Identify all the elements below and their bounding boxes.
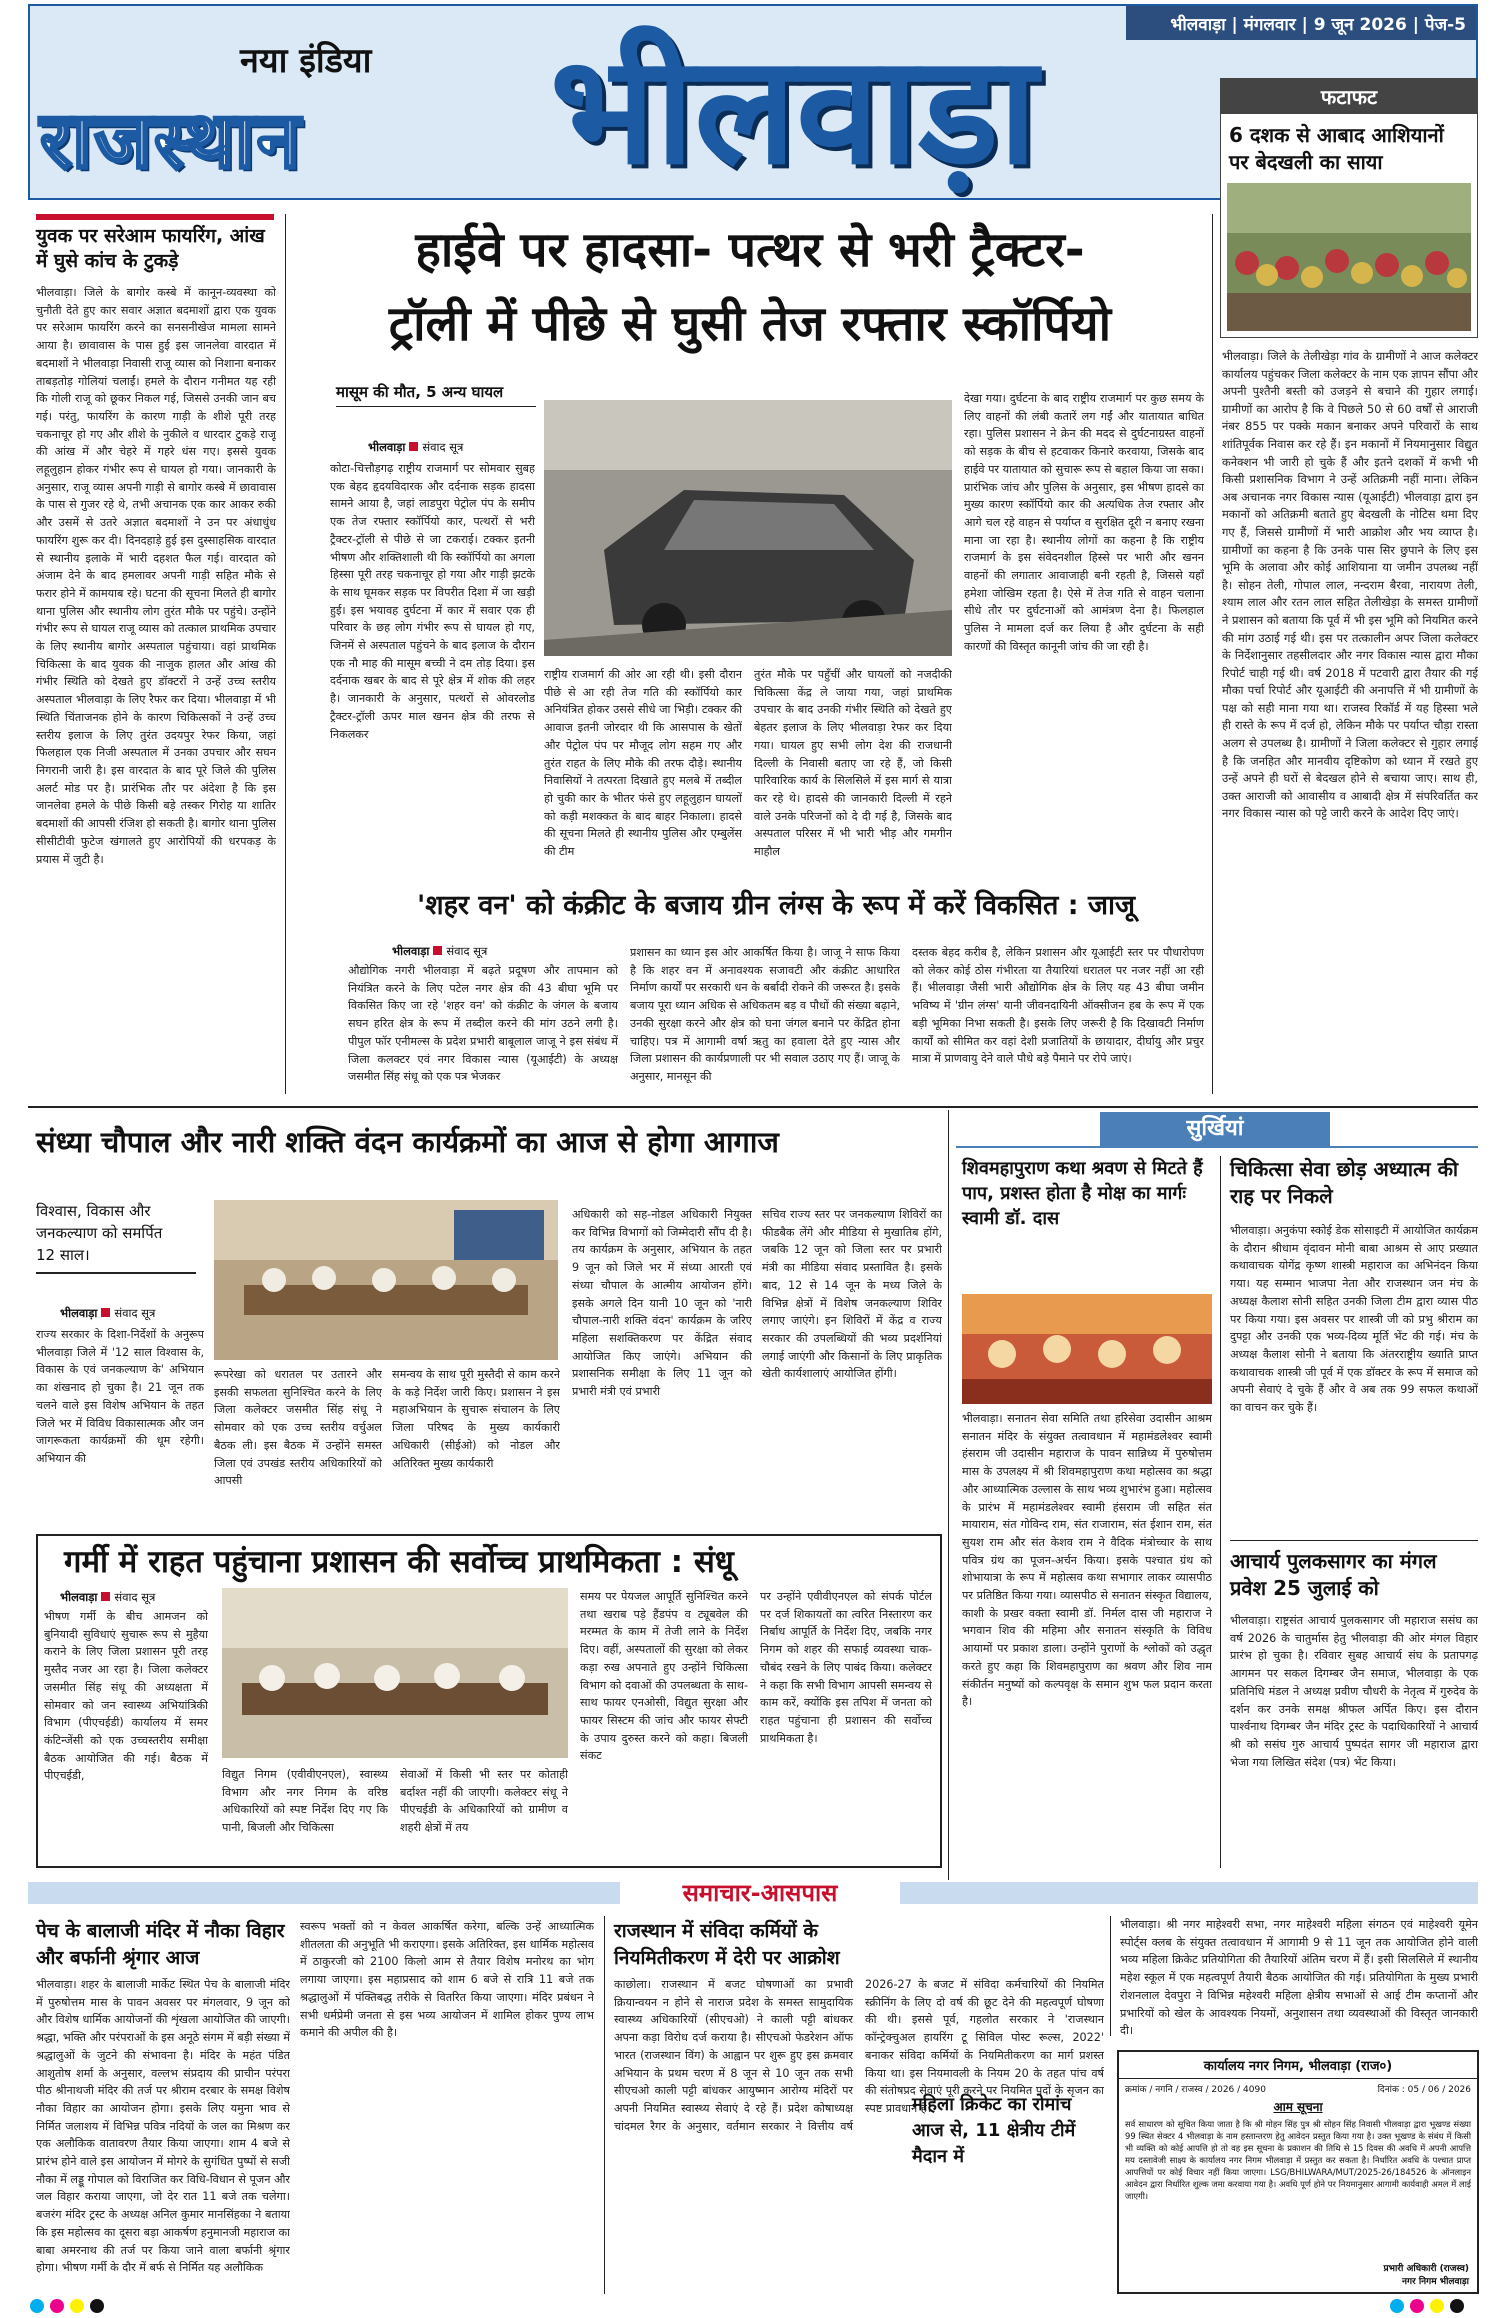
sandhya-headline: संध्या चौपाल और नारी शक्ति वंदन कार्यक्रमों का आज से होगा आगाज — [36, 1125, 779, 1159]
public-notice — [1117, 2050, 1479, 2294]
yellow-mark — [1430, 2299, 1444, 2313]
black-mark — [90, 2299, 104, 2313]
cricket-body: भीलवाड़ा। श्री नगर माहेश्वरी सभा, नगर माहेश्वरी महिला संगठन एवं माहेश्वरी यूमेन स्पोर्ट्स क्लब के संयुक्त तत्वावधान में आगामी 9 से 11 जून तक आयोजित होने वाली भव्य महिला क्रिकेट प्रतियोगिता की तैयारियों अंतिम चरण में हैं। इसी सिलसिले में स्थानीय महेश स्कूल में एक महत्वपूर्ण तैयारी बैठक आयोजित की गई। प्रतियोगिता के मुख्य प्रभारी रोशनलाल देवपुरा ने विभिन्न महेश्वरी महिला क्षेत्रीय सभाओं से आई टीम कप्तानों और प्रभारियों को खेल के आवश्यक नियमों, अनुशासन तथा व्यवस्थाओं की विस्तृत जानकारी दी। — [1120, 1918, 1478, 2038]
lead-dateline — [368, 440, 463, 455]
samvida-body: काछोला। राजस्थान में बजट घोषणाओं का प्रभावी क्रियान्वयन न होने से नाराज प्रदेश के समस्त सामुदायिक स्वास्थ्य अधिकारियों (सीएचओ) ने काली पट्टी बांधकर अपना कड़ा विरोध दर्ज कराया है। सीएचओ फेडरेशन ऑफ भारत (राजस्थान विंग) के आह्वान पर शुरू हुए इस क्रमवार अभियान के प्रथम चरण में 8 जून से 10 जून तक सभी सीएचओ काली पट्टी बांधकर आयुष्मान आरोग्य मंदिरों पर अपनी नियमित स्वास्थ्य सेवाएं दे रहे हैं। प्रदेश कोषाध्यक्ष चांदमल रैगर के अनुसार, वर्तमान सरकार ने वित्तीय वर्ष 2026-27 के बजट में संविदा कर्मचारियों की नियमित स्क्रीनिंग के लिए दो वर्ष की छूट देने की महत्वपूर्ण घोषणा की थी। इससे पूर्व, गहलोत सरकार ने 'राजस्थान कॉन्ट्रेक्चुअल हायरिंग टू सिविल पोस्ट रूल्स, 2022' बनाकर संविदा कर्मियों के नियमितीकरण का मार्ग प्रशस्त किया था। इस नियमावली के नियम 20 के तहत पांच वर्ष की संतोषप्रद सेवाएं पूरी करने पर नियमित पदों के सृजन का स्पष्ट प्रावधान है। — [614, 1978, 1104, 2133]
lead-photo — [544, 400, 952, 656]
lead-subhead: मासूम की मौत, 5 अन्य घायल — [336, 383, 504, 401]
sandhya-col-2: रूपरेखा को धरातल पर उतारने और इसकी सफलता सुनिश्चित करने के लिए जिला कलेक्टर जसमीत सिंह संधू ने सोमवार को एक उच्च स्तरीय वर्चुअल बैठक ली। इस बैठक में उन्होंने समस्त जिला एवं उपखंड स्तरीय अधिकारियों को आपसी — [214, 1368, 382, 1488]
sandhya-dateline — [60, 1306, 155, 1321]
garmi-photo — [222, 1588, 568, 1758]
fatafat-box — [1220, 78, 1478, 338]
balaji-continued — [300, 1918, 594, 2294]
fatafat-photo — [1227, 183, 1471, 331]
garmi-dateline-city: भीलवाड़ा — [60, 1590, 98, 1604]
sandhya-col-3: समन्वय के साथ पूरी मुस्तैदी से काम करने के कड़े निर्देश जारी किए। प्रशासन ने इस महाअभियान के सुचारू संचालन के लिए जिला परिषद के मुख्य कार्यकारी अधिकारी (सीईओ) को नोडल और अतिरिक्त मुख्य कार्यकारी — [392, 1368, 560, 1470]
lead-headline-line2: ट्रॉली में पीछे से घुसी तेज रफ्तार स्कॉर्पियो — [388, 296, 1112, 352]
lead-headline-line1: हाईवे पर हादसा- पत्थर से भरी ट्रैक्टर- — [415, 222, 1085, 278]
sandhya-col-1: राज्य सरकार के दिशा-निर्देशों के अनुरूप भीलवाड़ा जिले में '12 साल विश्वास के, विकास के एवं जनकल्याण के' अभियान का शंखनाद हो चुका है। 21 जून तक चलने वाले इस विशेष अभियान के तहत जिले भर में विविध विकासात्मक और जन जागरूकता कार्यक्रमों की धूम रहेगी। अभियान की — [36, 1328, 204, 1465]
lead-dateline-source: संवाद सूत्र — [422, 440, 464, 454]
balaji-body-continued: स्वरूप भक्तों को न केवल आकर्षित करेगा, बल्कि उन्हें आध्यात्मिक शीतलता की अनुभूति भी कराएगा। इसके अतिरिक्त, इस धार्मिक महोत्सव में ठाकुरजी को 2100 किलो आम से तैयार विशेष मनोरथ का भोग लगाया जाएगा। इस महाप्रसाद को शाम 6 बजे से रात्रि 11 बजे तक श्रद्धालुओं में पंक्तिबद्ध तरीके से वितरित किया जाएगा। मंदिर प्रबंधन ने सभी धर्मप्रेमी जनता से इस भव्य आयोजन में शामिल होकर पुण्य लाभ कमाने की अपील की है। — [300, 1920, 594, 2040]
chikitsa-headline: चिकित्सा सेवा छोड़ अध्यात्म की राह पर निकले — [1230, 1157, 1459, 1208]
chikitsa-body: भीलवाड़ा। अनुकंपा स्कोई डेक सोसाइटी में आयोजित कार्यक्रम के दौरान श्रीधाम वृंदावन मोनी बाबा आश्रम से आए प्रख्यात कथावाचक योगेंद्र कृष्ण शास्त्री महाराज का अभिनंदन किया गया। यह सम्मान भाजपा नेता और राजस्थान जन मंच के अध्यक्ष कैलाश सोनी सहित उनकी जिला टीम द्वारा व्यास पीठ पर किया गया। इस अवसर पर शास्त्री जी को प्रभु श्रीराम का दुपट्टा और उनकी एक भव्य-दिव्य मूर्ति भेंट की गई। मंच के अध्यक्ष कैलाश सोनी ने बताया कि अंतरराष्ट्रीय ख्याति प्राप्त कथावाचक शास्त्री जी पूर्व में एक डॉक्टर के रूप में समाज को अपनी सेवाएं दे चुके हैं और वे अब तक 99 सफल कथाओं का वाचन कर चुके हैं। — [1230, 1224, 1478, 1415]
divider — [285, 214, 286, 1094]
notice-office: कार्यालय नगर निगम, भीलवाड़ा (राज०) — [1119, 2052, 1477, 2079]
religious-event-photo-icon — [962, 1294, 1212, 1404]
masthead-city: भीलवाड़ा — [550, 24, 1038, 198]
garmi-col-4: समय पर पेयजल आपूर्ति सुनिश्चित करने तथा खराब पड़े हैंडपंप व ट्यूबवेल की मरम्मत के काम में तेजी लाने के निर्देश दिए। वहीं, अस्पतालों की सुरक्षा को लेकर कड़ा रुख अपनाते हुए उन्होंने चिकित्सा विभाग को दवाओं की उपलब्धता के साथ-साथ फायर एनओसी, विद्युत सुरक्षा और फायर सिस्टम की जांच और फायर सेफ्टी के उपाय दुरुस्त करने को कहा। बिजली संकट — [580, 1590, 748, 1763]
garmi-col-5: पर उन्होंने एवीवीएनएल को संपर्क पोर्टल पर दर्ज शिकायतों का त्वरित निस्तारण कर निर्बाध आपूर्ति के निर्देश दिए, जबकि नगर निगम को शहर की सफाई व्यवस्था चाक-चौबंद रखने के लिए पाबंद किया। कलेक्टर ने कहा कि सभी विभाग आपसी समन्वय से काम करें, क्योंकि इस तपिश में जनता को राहत पहुंचाना ही प्रशासन की सर्वोच्च प्राथमिकता है। — [760, 1590, 932, 1745]
notice-meta — [1119, 2079, 1477, 2098]
acharya-headline: आचार्य पुलकसागर का मंगल प्रवेश 25 जुलाई को — [1230, 1549, 1437, 1600]
meeting-photo-icon — [214, 1200, 558, 1360]
notice-body: सर्व साधारण को सूचित किया जाता है कि श्री मोहन सिंह पुत्र श्री सोहन सिंह निवासी भीलवाड़ा द्वारा भूखण्ड संख्या 99 स्थित सेक्टर 4 भीलवाड़ा के नाम हस्तान्तरण हेतु आवेदन प्रस्तुत किया गया है। उक्त भूखण्ड के संबंध में किसी भी व्यक्ति को कोई आपत्ति हो तो वह इस सूचना के प्रकाशन की तिथि से 15 दिवस की अवधि में अपनी आपत्ति मय दस्तावेजी साक्ष्य के कार्यालय नगर निगम भीलवाड़ा में प्रस्तुत कर सकता है। निर्धारित अवधि के पश्चात प्राप्त आपत्तियों पर कोई विचार नहीं किया जाएगा। LSG/BHILWARA/MUT/2025-26/184526 के ऑनलाइन आवेदन द्वारा निर्धारित शुल्क जमा करवाया गया है। अवधि पूर्ण होने पर नियमानुसार आगामी कार्यवाही अमल में लाई जाएगी। — [1125, 2119, 1471, 2201]
section-rule — [28, 1106, 1478, 1108]
divider — [1212, 214, 1213, 1094]
left-story-body: भीलवाड़ा। जिले के बागोर कस्बे में कानून-व्यवस्था को चुनौती देते हुए कार सवार अज्ञात बदमाशों द्वारा एक युवक पर सरेआम फायरिंग करने का सनसनीखेज मामला सामने आया है। छावावास के पास हुई इस जानलेवा वारदात में बदमाशों ने भीलवाड़ा निवासी राजू व्यास को निशाना बनाकर ताबड़तोड़ गोलियां चलाईं। हमले के दौरान गनीमत यह रही कि गोली राजू को छूकर निकल गई, जिससे उनकी जान बच गई। परंतु, फायरिंग के कारण गाड़ी के शीशे पूरी तरह चकनाचूर हो गए और शीशे के नुकीले व धारदार टुकड़े राजू की आंख में और चेहरे में गहरे धंस गए। इससे युवक लहूलुहान होकर गंभीर रूप से घायल हो गया। जानकारी के अनुसार, राजू व्यास अपनी गाड़ी से बागोर कस्बे में छावावास के पास से गुजर रहे थे, तभी अचानक एक कार आकर रुकी और उसमें से उतरे अज्ञात बदमाशों ने उन पर अंधाधुंध फायरिंग शुरू कर दी। दिनदहाड़े हुई इस दुस्साहसिक वारदात से स्थानीय इलाके में भारी दहशत फैल गई। वारदात को अंजाम देने के बाद हमलावर अपनी गाड़ी सहित मौके से फरार होने में कामयाब रहे। घटना की सूचना मिलते ही बागोर थाना पुलिस और स्थानीय लोग तुरंत मौके पर पहुंचे। उन्होंने गंभीर रूप से घायल राजू व्यास को तत्काल प्राथमिक उपचार के लिए स्थानीय बागोर अस्पताल पहुंचाया। वहां प्राथमिक चिकित्सा के बाद युवक की नाजुक हालत और आंख की गंभीर स्थिति को देखते हुए डॉक्टरों ने उन्हें उच्च स्तरीय अस्पताल भीलवाड़ा के लिए रैफर कर दिया। भीलवाड़ा में भी स्थिति चिंताजनक होने के कारण चिकित्सकों ने उन्हें उच्च स्तरीय इलाज के लिए तुरंत उदयपुर रेफर किया, जहां फिलहाल एक निजी अस्पताल में उनका उपचार और सघन निगरानी जारी है। इस वारदात के बाद पूरे जिले की पुलिस अलर्ट मोड पर है। प्रारंभिक तौर पर अंदेशा है कि इस जानलेवा हमले के पीछे किसी बड़े तस्कर गिरोह या शातिर बदमाशों की आपसी रंजिश हो सकती है। बागोर थाना पुलिस सीसीटीवी फुटेज खंगालते हुए आरोपियों की धरपकड़ के प्रयास में जुटी है। — [36, 286, 276, 866]
sandhya-photo — [214, 1200, 558, 1360]
green-dateline-city: भीलवाड़ा — [392, 944, 430, 958]
fatafat-headline: 6 दशक से आबाद आशियानों पर बेदखली का साया — [1229, 123, 1444, 174]
balaji-headline: पेच के बालाजी मंदिर में नौका विहार और बर्फानी श्रृंगार आज — [36, 1920, 285, 1969]
garmi-col-2: विद्युत निगम (एवीवीएनएल), स्वास्थ्य विभाग और नगर निगम के वरिष्ठ अधिकारियों को स्पष्ट निर्देश दिए गए कि पानी, बिजली और चिकित्सा — [222, 1768, 388, 1835]
left-story-headline: युवक पर सरेआम फायरिंग, आंख में घुसे कांच के टुकड़े — [36, 225, 265, 272]
magenta-mark — [1410, 2299, 1424, 2313]
garmi-dateline — [60, 1590, 155, 1605]
aaspaas-label: समाचार-आसपास — [620, 1874, 900, 1912]
surkhiyan-label: सुर्खियां — [1100, 1112, 1330, 1146]
lead-dateline-city: भीलवाड़ा — [368, 440, 406, 454]
fatafat-body: भीलवाड़ा। जिले के तेलीखेड़ा गांव के ग्रामीणों ने आज कलेक्टर कार्यालय पहुंचकर जिला कलेक्टर के नाम एक ज्ञापन सौंपा और अपनी पुश्तैनी बस्ती को उजड़ने से बचाने की गुहार लगाई। ग्रामीणों का आरोप है कि वे पिछले 50 से 60 वर्षों से आराजी नंबर 855 पर पक्के मकान बनाकर अपने परिवारों के साथ शांतिपूर्वक निवास कर रहे हैं। इन मकानों में नियमानुसार विद्युत कनेक्शन भी जारी हो चुके हैं और इतने दशकों में कभी भी किसी प्रशासनिक विभाग ने उन्हें अतिक्रमी नहीं माना। लेकिन अब अचानक नगर विकास न्यास (यूआईटी) भीलवाड़ा द्वारा इन मकानों को अतिक्रमी बताते हुए बेदखली के नोटिस थमा दिए गए हैं, जिससे ग्रामीणों में भारी आक्रोश और भय व्याप्त है। ग्रामीणों का कहना है कि उनके पास सिर छुपाने के लिए इस भूमि के अलावा और कोई आशियाना या जमीन उपलब्ध नहीं है। सोहन तेली, गोपाल लाल, नन्दराम बैरवा, नारायण तेली, श्याम लाल और रतन लाल सहित तेलीखेड़ा के समस्त ग्रामीणों ने प्रशासन को बताया कि पूर्व में भी इस भूमि को नियमित करने की मांग उठाई गई थी। इस पर तत्कालीन अपर जिला कलेक्टर के निर्देशानुसार तहसीलदार और नगर विकास न्यास द्वारा मौका रिपोर्ट चाही गई थी। वर्ष 2018 में पटवारी द्वारा तैयार की गई मौका पर्चा रिपोर्ट और यूआईटी की अनापत्ति में भी ग्रामीणों के पक्ष को सही माना गया था। राजस्व रिकॉर्ड में यह हिस्सा भले ही रास्ते के रूप में दर्ज हो, लेकिन मौके पर पर्याप्त चौड़ा रास्ता अलग से उपलब्ध है। ग्रामीणों ने जिला कलेक्टर से गुहार लगाई है कि जनहित और मानवीय दृष्टिकोण को ध्यान में रखते हुए उन्हें अपने ही घरों से बेदखल होने से बचाया जाए। साथ ही, उक्त आराजी को आवासीय व आबादी क्षेत्र में संपरिवर्तित कर नगर विकास न्यास को पट्टे जारी करने के आदेश दिए जाएं। — [1222, 349, 1478, 821]
cyan-mark — [30, 2299, 44, 2313]
notice-title: आम सूचना — [1273, 2100, 1323, 2114]
garmi-dateline-source: संवाद सूत्र — [114, 1590, 156, 1604]
meeting-photo-icon — [222, 1588, 568, 1758]
divider — [1110, 1916, 1111, 2036]
left-story-rule — [36, 214, 274, 220]
divider — [1230, 1540, 1478, 1541]
divider — [1220, 1156, 1221, 1868]
crowd-photo-icon — [1227, 183, 1471, 331]
sandhya-col-5: सचिव राज्य स्तर पर जनकल्याण शिविरों का फीडबैक लेंगे और मीडिया से मुखातिब होंगे, जबकि 12 जून को जिला स्तर पर प्रभारी मंत्री का मीडिया संवाद प्रस्तावित है। इसके बाद, 12 से 14 जून के मध्य जिले के विभिन्न क्षेत्रों में विशेष जनकल्याण शिविर लगाए जाएंगे। इन शिविरों में केंद्र व राज्य सरकार की उपलब्धियों की भव्य प्रदर्शनियां लगाई जाएंगी और किसानों के लिए प्राकृतिक खेती कार्यशालाएं आयोजित होंगी। — [762, 1208, 942, 1381]
acharya-body: भीलवाड़ा। राष्ट्रसंत आचार्य पुलकसागर जी महाराज ससंघ का वर्ष 2026 के चातुर्मास हेतु भीलवाड़ा की ओर मंगल विहार प्रारंभ हो चुका है। रविवार सुबह आचार्य संघ के प्रतापगढ़ आगमन पर सकल दिगम्बर जैन समाज, भीलवाड़ा के एक प्रतिनिधि मंडल ने अध्यक्ष प्रवीण चौधरी के नेतृत्व में गुरुदेव के दर्शन कर उनके समक्ष श्रीफल अर्पित किए। इस दौरान पार्श्वनाथ दिगम्बर जैन मंदिर ट्रस्ट के पदाधिकारियों ने आचार्य श्री को ससंघ गुरु आचार्य पुष्पदंत सागर जी महाराज द्वारा भेजा गया लिखित संदेश (पत्र) भेंट किया। — [1230, 1614, 1478, 1769]
lead-col-4: देखा गया। दुर्घटना के बाद राष्ट्रीय राजमार्ग पर कुछ समय के लिए वाहनों की लंबी कतारें लग गईं और यातायात बाधित रहा। पुलिस प्रशासन ने क्रेन की मदद से दुर्घटनाग्रस्त वाहनों को सड़क के बीच से हटवाकर किनारे करवाया, जिसके बाद हाईवे पर यातायात को सुचारू रूप से बहाल किया जा सका। प्रारंभिक जांच और पुलिस के अनुसार, इस भीषण हादसे का मुख्य कारण स्कॉर्पियो कार की अत्यधिक तेज रफ्तार और आगे चल रहे वाहन से पर्याप्त व सुरक्षित दूरी न बनाए रखना माना जा रहा है। स्थानीय लोगों का कहना है कि राष्ट्रीय राजमार्ग के इस संवेदनशील हिस्से पर भारी और खनन वाहनों की लगातार आवाजाही बनी रहती है, जिससे यहाँ हमेशा जोखिम रहता है। ऐसे में तेज गति से वाहन चलाना सीधे तौर पर दुर्घटनाओं को आमंत्रण देना है। फिलहाल पुलिस ने मामला दर्ज कर लिया है और दुर्घटना के सही कारणों की विस्तृत कानूनी जांच की जा रही है। — [964, 392, 1204, 653]
notice-signature-2: नगर निगम भीलवाड़ा — [1401, 2277, 1469, 2287]
yellow-mark — [70, 2299, 84, 2313]
divider — [948, 1110, 949, 1880]
sandhya-dateline-city: भीलवाड़ा — [60, 1306, 98, 1320]
masthead-rajasthan: राजस्थान — [40, 96, 303, 186]
garmi-headline: गर्मी में राहत पहुंचाना प्रशासन की सर्वोच्च प्राथमिकता : संधू — [64, 1544, 734, 1580]
balaji-body: भीलवाड़ा। शहर के बालाजी मार्केट स्थित पेच के बालाजी मंदिर में पुरुषोत्तम मास के पावन अवसर पर मंगलवार, 9 जून को और विशेष धार्मिक आयोजनों की शृंखला आयोजित की जाएगी। श्रद्धा, भक्ति और परंपराओं के इस अनूठे संगम में बड़ी संख्या में श्रद्धालुओं के जुटने की संभावना है। मंदिर के महंत पंडित आशुतोष शर्मा के अनुसार, वल्लभ संप्रदाय की प्राचीन परंपरा पीठ श्रीनाथजी मंदिर की तर्ज पर श्रीराम दरबार के समक्ष विशेष नौका विहार का आयोजन होगा। इसके लिए यमुना भाव से निर्मित जलाशय में विभिन्न पवित्र नदियों के जल का मिश्रण कर एक अलौकिक वातावरण तैयार किया जाएगा। शाम 4 बजे से प्रारंभ होने वाले इस आयोजन में मोगरे के सुगंधित पुष्पों से सजी नौका में लड्डू गोपाल को विराजित कर विधि-विधान से पूजन और जल विहार कराया जाएगा, जो देर रात 11 बजे तक चलेगा। बजरंग मंदिर ट्रस्ट के अध्यक्ष अनिल कुमार मानसिंहका ने बताया कि इस महोत्सव का दूसरा बड़ा आकर्षण हनुमानजी महाराज का बाबा अमरनाथ की तर्ज पर किया जाने वाला बर्फानी श्रृंगार होगा। भीषण गर्मी के दौर में बर्फ से निर्मित यह अलौकिक — [36, 1978, 290, 2275]
garmi-col-1: भीषण गर्मी के बीच आमजन को बुनियादी सुविधाएं सुचारू रूप से मुहैया कराने के लिए जिला प्रशासन पूरी तरह मुस्तैद नजर आ रहा है। जिला कलेक्टर जसमीत सिंह संधू की अध्यक्षता में सोमवार को जन स्वास्थ्य अभियांत्रिकी विभाग (पीएचईडी) कार्यालय में समर कंटिन्जेंसी को एक उच्चस्तरीय समीक्षा बैठक आयोजित की गई। बैठक में पीएचईडी, — [44, 1610, 208, 1783]
divider — [604, 1916, 605, 2294]
green-col-2: प्रशासन का ध्यान इस ओर आकर्षित किया है। जाजू ने साफ किया है कि शहर वन में अनावश्यक सजावटी और कंक्रीट आधारित निर्माण कार्यों पर सरकारी धन के बर्बादी रोकने की जरूरत है। इसके बजाय पूरा ध्यान अधिक से अधिकतम बड़ व पौधों की संख्या बढ़ाने, उनकी सुरक्षा करने और क्षेत्र को घना जंगल बनाने पर केंद्रित होना चाहिए। पत्र में आगामी वर्षा ऋतु का हवाला देते हुए न्यास और जिला प्रशासन की कार्यप्रणाली पर भी सवाल उठाए गए हैं। जाजू के अनुसार, मानसून की — [630, 946, 900, 1083]
lead-subhead-rule — [336, 406, 536, 407]
green-col-1: औद्योगिक नगरी भीलवाड़ा में बढ़ते प्रदूषण और तापमान को नियंत्रित करने के लिए पटेल नगर क्षेत्र की 43 बीघा भूमि पर विकसित किए जा रहे 'शहर वन' को कंक्रीट के जंगल के बजाय सघन हरित क्षेत्र के रूप में तब्दील करने की मांग उठने लगी है। पीपुल फॉर एनीमल्स के प्रदेश प्रभारी बाबूलाल जाजू ने इस संबंध में जिला कलक्टर एवं नगर विकास न्यास (यूआईटी) के अध्यक्ष जसमीत सिंह संधू को एक पत्र भेजकर — [348, 964, 618, 1084]
sandhya-kicker-rule — [36, 1272, 196, 1274]
shiv-photo — [962, 1294, 1212, 1404]
notice-ref: क्रमांक / नगनि / राजस्व / 2026 / 4090 — [1125, 2085, 1266, 2095]
cyan-mark — [1390, 2299, 1404, 2313]
magenta-mark — [50, 2299, 64, 2313]
sandhya-col-4: अधिकारी को सह-नोडल अधिकारी नियुक्त कर विभिन्न विभागों को जिम्मेदारी सौंप दी है। तय कार्यक्रम के अनुसार, अभियान के तहत 9 जून को जिले भर में संध्या आरती एवं संध्या चौपाल के आत्मीय आयोजन होंगे। इसके अगले दिन यानी 10 जून को 'नारी चौपाल-नारी शक्ति वंदन' कार्यक्रम के जरिए महिला सशक्तिकरण पर केंद्रित संवाद आयोजित किए जाएंगे। अभियान की प्रशासनिक समीक्षा के लिए 11 जून को प्रभारी मंत्री एवं प्रभारी — [572, 1208, 752, 1399]
balaji-body-1 — [36, 1976, 290, 2294]
registration-marks — [30, 2298, 110, 2314]
notice-signature: प्रभारी अधिकारी (राजस्व) — [1383, 2264, 1469, 2274]
shiv-headline: शिवमहापुराण कथा श्रवण से मिटते हैं पाप, प्रशस्त होता है मोक्ष का मार्गः स्वामी डॉ. दास — [962, 1158, 1203, 1229]
fatafat-label: फटाफट — [1221, 79, 1477, 114]
lead-col-2: राष्ट्रीय राजमार्ग की ओर आ रही थी। इसी दौरान पीछे से आ रही तेज गति की स्कॉर्पियो कार अनियंत्रित होकर उससे सीधे जा भिड़ी। टक्कर की आवाज इतनी जोरदार थी कि आसपास के खेतों और पेट्रोल पंप पर मौजूद लोग सहम गए और तुरंत राहत के लिए मौके की तरफ दौड़े। स्थानीय निवासियों ने तत्परता दिखाते हुए मलबे में तब्दील हो चुकी कार के भीतर फंसे हुए लहूलुहान घायलों को कड़ी मशक्कत के बाद बाहर निकाला। हादसे की सूचना मिलते ही स्थानीय पुलिस और एम्बुलेंस की टीम — [544, 668, 742, 859]
cricket-headline: महिला क्रिकेट का रोमांच आज से, 11 क्षेत्रीय टीमें मैदान में — [912, 2094, 1076, 2167]
black-mark — [1450, 2299, 1464, 2313]
masthead-naya-india: नया इंडिया — [240, 41, 372, 81]
shiv-body: भीलवाड़ा। सनातन सेवा समिति तथा हरिसेवा उदासीन आश्रम सनातन मंदिर के संयुक्त तत्वावधान में महामंडलेश्वर स्वामी हंसराम जी उदासीन महाराज के पावन सान्निध्य में पुरुषोत्तम मास के उपलक्ष्य में श्री शिवमहापुराण कथा महोत्सव का श्रद्धा और आध्यात्मिक उल्लास के साथ भव्य शुभारंभ हुआ। महोत्सव के प्रारंभ में महामंडलेश्वर स्वामी हंसराम जी सहित संत मायाराम, संत गोविन्द राम, संत राजाराम, संत ईशान राम, संत सुयश राम और संत केशव राम ने वैदिक मंत्रोच्चार के साथ पवित्र ग्रंथ का पूजन-अर्चन किया। इसके पश्चात ग्रंथ को शोभायात्रा के रूप में महोत्सव कथा सभागार लाकर व्यासपीठ पर प्रतिष्ठित किया गया। व्यासपीठ से सनातन संस्कृत विद्यालय, काशी के प्रखर वक्ता स्वामी डॉ. निर्मल दास जी महाराज ने भगवान शिव की महिमा और सनातन संस्कृति के विविध आयामों पर प्रकाश डाला। उन्होंने पुराणों के श्लोकों को उद्धृत करते हुए कहा कि शिवमहापुराण का श्रवण और शिव नाम संकीर्तन मनुष्यों को कल्पवृक्ष के समान शुभ फल प्रदान करता है। — [962, 1412, 1212, 1709]
garmi-col-3: सेवाओं में किसी भी स्तर पर कोताही बर्दाश्त नहीं की जाएगी। कलेक्टर संधू ने पीएचईडी के अधिकारियों को ग्रामीण व शहरी क्षेत्रों में तय — [400, 1768, 568, 1835]
masthead-topbar: भीलवाड़ा | मंगलवार | 9 जून 2026 | पेज-5 — [1126, 6, 1476, 40]
surkhiyan-rule — [956, 1146, 1478, 1148]
green-col-3: दस्तक बेहद करीब है, लेकिन प्रशासन और यूआईटी स्तर पर पौधारोपण को लेकर कोई ठोस गंभीरता या तैयारियां धरातल पर नजर नहीं आ रही हैं। भीलवाड़ा जैसी भारी औद्योगिक क्षेत्र के लिए यह 43 बीघा जमीन भविष्य में 'ग्रीन लंग्स' यानी जीवनदायिनी ऑक्सीजन हब के रूप में एक बड़ी भूमिका निभा सकती है। इसके लिए जरूरी है कि दिखावटी निर्माण कार्यों को सीमित कर वहां देशी प्रजातियों के छायादार, दीर्घायु और प्रचुर मात्रा में प्राणवायु देने वाले पौधे बड़े पैमाने पर रोपे जाएं। — [912, 946, 1204, 1066]
notice-date: दिनांक : 05 / 06 / 2026 — [1377, 2085, 1471, 2095]
samvida-headline: राजस्थान में संविदा कर्मियों के नियमितीकरण में देरी पर आक्रोश — [614, 1920, 840, 1969]
green-headline: 'शहर वन' को कंक्रीट के बजाय ग्रीन लंग्स के रूप में करें विकसित : जाजू — [416, 890, 1136, 921]
lead-col-1: कोटा-चित्तौड़गढ़ राष्ट्रीय राजमार्ग पर सोमवार सुबह एक बेहद हृदयविदारक और दर्दनाक सड़क हादसा सामने आया है, जहां लाडपुरा पेट्रोल पंप के समीप एक तेज रफ्तार स्कॉर्पियो कार, पत्थरों से भरी ट्रैक्टर-ट्रॉली से पीछे से जा टकराई। टक्कर इतनी भीषण और शक्तिशाली थी कि स्कॉर्पियो का अगला हिस्सा पूरी तरह चकनाचूर हो गया और गाड़ी झटके के साथ घूमकर सड़क पर विपरीत दिशा में जा खड़ी हुई। इस भयावह दुर्घटना में कार में सवार एक ही परिवार के छह लोग गंभीर रूप से घायल हो गए, जिनमें से अस्पताल पहुंचने के बाद इलाज के दौरान एक नौ माह की मासूम बच्ची ने दम तोड़ दिया। इस दर्दनाक खबर के बाद से पूरे क्षेत्र में शोक की लहर है। जानकारी के अनुसार, पत्थरों से ओवरलोड ट्रैक्टर-ट्रॉली ऊपर माल खनन क्षेत्र की तरफ से निकलकर — [330, 462, 535, 741]
registration-marks-right — [1390, 2298, 1470, 2314]
sandhya-kicker: विश्वास, विकास और जनकल्याण को समर्पित 12 साल। — [36, 1202, 163, 1264]
lead-col-3: तुरंत मौके पर पहुँचीं और घायलों को नजदीकी चिकित्सा केंद्र ले जाया गया, जहां प्राथमिक उपचार के बाद उनकी गंभीर स्थिति को देखते हुए बेहतर इलाज के लिए भीलवाड़ा रेफर कर दिया गया। घायल हुए सभी लोग देश की राजधानी दिल्ली के निवासी बताए जा रहे हैं, जो किसी पारिवारिक कार्य के सिलसिले में इस मार्ग से यात्रा कर रहे थे। हादसे की जानकारी दिल्ली में रहने वाले उनके परिजनों को दे दी गई है, जिसके बाद अस्पताल परिसर में भी भारी भीड़ और गमगीन माहौल — [754, 668, 952, 859]
sandhya-dateline-source: संवाद सूत्र — [114, 1306, 156, 1320]
green-dateline-source: संवाद सूत्र — [446, 944, 488, 958]
green-dateline — [392, 944, 487, 959]
crashed-car-photo-icon — [544, 400, 952, 656]
